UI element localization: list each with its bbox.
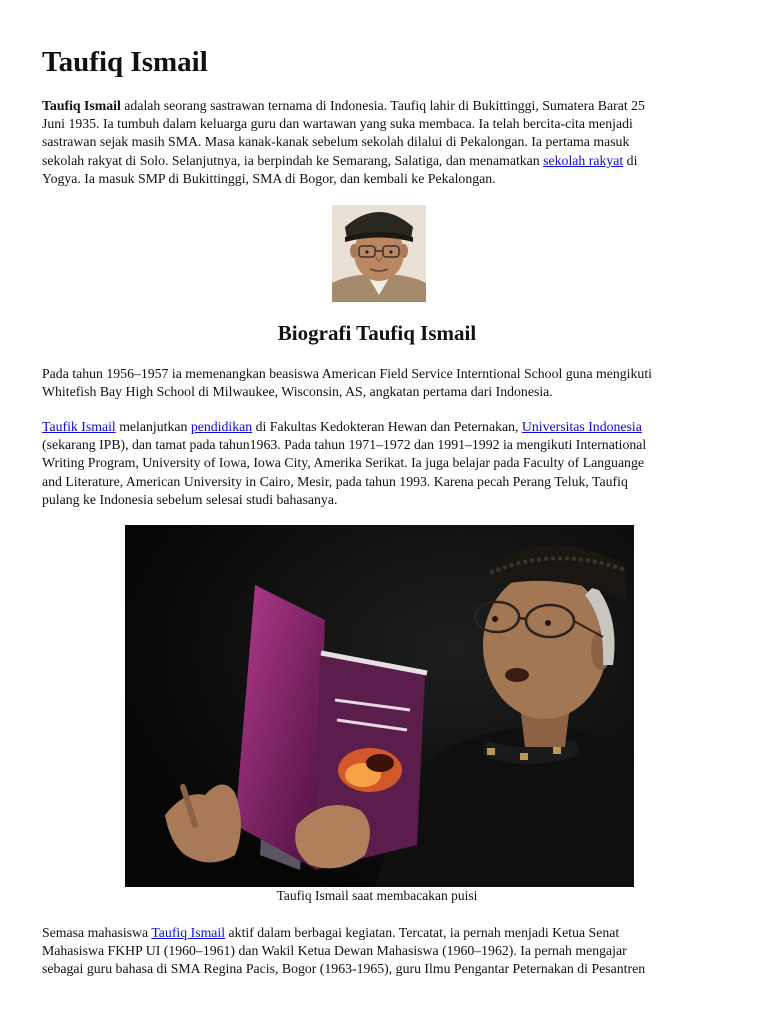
paragraph-text: Whitefish Bay High School di Milwaukee, Wisconsin, AS, angkatan pertama dari Indonesia.	[42, 384, 553, 400]
paragraph-text: (sekarang IPB), dan tamat pada tahun1963. Pada tahun 1971–1972 dan 1991–1992 ia mengikuti International	[42, 437, 647, 453]
portrait-photo	[332, 205, 426, 302]
paragraph-text: aktif dalam berbagai kegiatan. Tercatat, ia pernah menjadi Ketua Senat	[225, 925, 620, 940]
intro-text: sastrawan sejak masih SMA. Masa kanak-kanak sebelum sekolah dilalui di Pekalongan. Ia pertama masuk	[42, 134, 630, 150]
paragraph-text: pulang ke Indonesia sebelum selesai studi bahasanya.	[42, 491, 338, 507]
sekolah-rakyat-link[interactable]: sekolah rakyat	[543, 152, 624, 168]
page-title: Taufiq Ismail	[42, 46, 208, 78]
education-paragraph	[42, 418, 646, 509]
scholarship-paragraph	[42, 365, 652, 401]
taufik-ismail-link[interactable]: Taufik Ismail	[42, 419, 116, 434]
paragraph-text: sebagai guru bahasa di SMA Regina Pacis, Bogor (1963-1965), guru Ilmu Pengantar Peternakan di Pesantren	[42, 961, 646, 977]
poetry-reading-photo	[125, 525, 634, 887]
intro-bold-name: Taufiq Ismail	[42, 98, 121, 113]
student-activities-paragraph	[42, 924, 645, 979]
intro-text: sekolah rakyat di Solo. Selanjutnya, ia berpindah ke Semarang, Salatiga, dan menamatkan	[42, 152, 544, 168]
paragraph-text: Semasa mahasiswa	[42, 925, 152, 940]
intro-paragraph	[42, 97, 645, 188]
paragraph-text: and Literature, American University in Cairo, Mesir, pada tahun 1993. Karena pecah Perang Teluk, Taufiq	[42, 473, 628, 489]
intro-text: di	[623, 152, 638, 168]
photo-caption: Taufiq Ismail saat membacakan puisi	[276, 888, 478, 903]
paragraph-text: Pada tahun 1956–1957 ia memenangkan beasiswa American Field Service Interntional School guna mengikuti	[42, 366, 652, 381]
paragraph-text: di Fakultas Kedokteran Hewan dan Peternakan,	[252, 419, 522, 434]
intro-text: Yogya. Ia masuk SMP di Bukittinggi, SMA di Bogor, dan kembali ke Pekalongan.	[42, 170, 496, 186]
intro-text: adalah seorang sastrawan ternama di Indonesia. Taufiq lahir di Bukittinggi, Sumatera Barat 25	[120, 98, 645, 113]
intro-text: Juni 1935. Ia tumbuh dalam keluarga guru dan wartawan yang suka membaca. Ia telah bercita-cita menjadi	[42, 116, 633, 132]
pendidikan-link[interactable]: pendidikan	[190, 419, 253, 434]
paragraph-text: Mahasiswa FKHP UI (1960–1961) dan Wakil Ketua Dewan Mahasiswa (1960–1962). Ia pernah mengajar	[42, 943, 627, 959]
universitas-indonesia-link[interactable]: Universitas Indonesia	[521, 419, 642, 434]
paragraph-text: melanjutkan	[115, 419, 191, 434]
paragraph-text: Writing Program, University of Iowa, Iowa City, Amerika Serikat. Ia juga belajar pada Faculty of Languange	[42, 455, 644, 471]
taufiq-ismail-link[interactable]: Taufiq Ismail	[151, 925, 226, 940]
biography-heading: Biografi Taufiq Ismail	[277, 321, 477, 345]
